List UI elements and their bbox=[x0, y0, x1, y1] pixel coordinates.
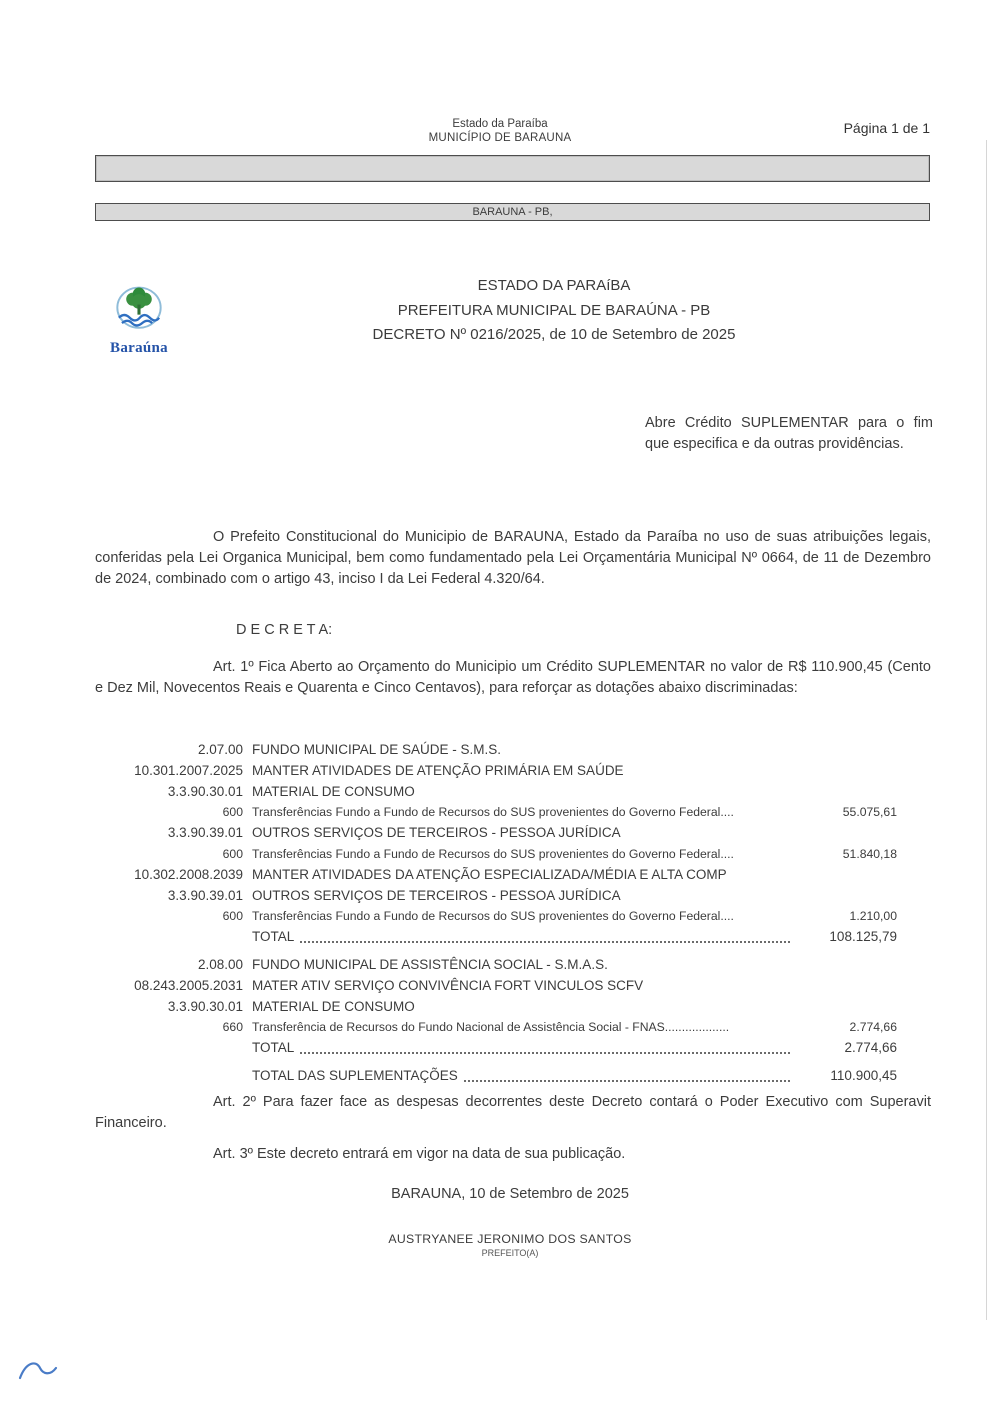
budget-description: OUTROS SERVIÇOS DE TERCEIROS - PESSOA JURÍDICA bbox=[252, 887, 621, 903]
signature-role: PREFEITO(A) bbox=[481, 1248, 539, 1258]
budget-code: 10.301.2007.2025 bbox=[134, 762, 243, 778]
budget-description: Transferências Fundo a Fundo de Recursos do SUS provenientes do Governo Federal.... bbox=[252, 909, 734, 924]
budget-description: Transferências Fundo a Fundo de Recursos do SUS provenientes do Governo Federal.... bbox=[252, 846, 734, 861]
scan-edge-line bbox=[986, 140, 987, 1320]
budget-code: 3.3.90.30.01 bbox=[167, 783, 243, 799]
budget-code: 600 bbox=[222, 846, 243, 861]
budget-description: Transferência de Recursos do Fundo Nacional de Assistência Social - FNAS................... bbox=[252, 1020, 730, 1035]
budget-description: FUNDO MUNICIPAL DE ASSISTÊNCIA SOCIAL - S.M.A.S. bbox=[252, 956, 608, 972]
budget-description: MANTER ATIVIDADES DE ATENÇÃO PRIMÁRIA EM SAÚDE bbox=[252, 762, 624, 778]
logo-caption: Baraúna bbox=[110, 340, 168, 356]
article-2: Art. 2º Para fazer face as despesas decorrentes deste Decreto contará o Poder Executivo com Superavit Financeiro. bbox=[95, 1094, 931, 1131]
title-prefecture: PREFEITURA MUNICIPAL DE BARAÚNA - PB bbox=[397, 301, 711, 319]
budget-amount: 2.774,66 bbox=[849, 1020, 897, 1035]
header-state-line: Estado da Paraíba bbox=[452, 118, 548, 130]
budget-code: 08.243.2005.2031 bbox=[134, 977, 243, 993]
budget-description: TOTAL bbox=[252, 1040, 295, 1056]
budget-amount: 55.075,61 bbox=[842, 805, 897, 820]
title-state: ESTADO DA PARAíBA bbox=[477, 277, 631, 294]
budget-code: 2.08.00 bbox=[197, 956, 243, 972]
signature-block bbox=[110, 1232, 910, 1258]
budget-row bbox=[95, 865, 897, 886]
budget-description: MATERIAL DE CONSUMO bbox=[252, 998, 415, 1014]
dot-leader bbox=[300, 941, 790, 943]
budget-table bbox=[95, 740, 897, 1087]
budget-description: FUNDO MUNICIPAL DE SAÚDE - S.M.S. bbox=[252, 742, 502, 757]
budget-total-row bbox=[95, 1038, 897, 1059]
budget-description: MANTER ATIVIDADES DA ATENÇÃO ESPECIALIZADA/MÉDIA E ALTA COMP bbox=[252, 866, 727, 882]
article-1: Art. 1º Fica Aberto ao Orçamento do Municipio um Crédito SUPLEMENTAR no valor de R$ 110.900,45 (Cento e Dez Mil, Novecentos Reais e Quarenta e Cinco Centavos), para reforçar as dotações abaixo discriminadas: bbox=[95, 659, 931, 696]
budget-code: 600 bbox=[222, 805, 243, 820]
budget-description: MATER ATIV SERVIÇO CONVIVÊNCIA FORT VINCULOS SCFV bbox=[252, 977, 644, 993]
location-box: BARAUNA - PB, bbox=[95, 203, 930, 221]
banner-box bbox=[95, 155, 930, 182]
budget-code: 2.07.00 bbox=[197, 742, 243, 757]
budget-row bbox=[95, 802, 897, 823]
page-number: Página 1 de 1 bbox=[843, 120, 930, 136]
budget-code: 660 bbox=[222, 1020, 243, 1035]
budget-amount: 2.774,66 bbox=[844, 1040, 897, 1056]
budget-code: 600 bbox=[222, 909, 243, 924]
budget-row bbox=[95, 844, 897, 865]
article-3: Art. 3º Este decreto entrará em vigor na data de sua publicação. bbox=[213, 1146, 626, 1162]
budget-row bbox=[95, 823, 897, 844]
budget-row bbox=[95, 740, 897, 761]
budget-row bbox=[95, 976, 897, 997]
budget-row bbox=[95, 1017, 897, 1038]
dot-leader bbox=[464, 1080, 790, 1082]
budget-row bbox=[95, 782, 897, 803]
budget-description: Transferências Fundo a Fundo de Recursos do SUS provenientes do Governo Federal.... bbox=[252, 805, 734, 820]
dot-leader bbox=[300, 1052, 790, 1054]
budget-amount: 1.210,00 bbox=[849, 909, 897, 924]
date-line: BARAUNA, 10 de Setembro de 2025 bbox=[391, 1186, 629, 1202]
decreta-heading: D E C R E T A: bbox=[236, 622, 333, 638]
budget-amount: 110.900,45 bbox=[830, 1067, 897, 1083]
budget-description: OUTROS SERVIÇOS DE TERCEIROS - PESSOA JURÍDICA bbox=[252, 825, 621, 841]
budget-description: TOTAL bbox=[252, 929, 295, 945]
header-municipality-line: MUNICÍPIO DE BARAUNA bbox=[428, 132, 572, 144]
budget-code: 10.302.2008.2039 bbox=[134, 866, 243, 882]
budget-row bbox=[95, 906, 897, 927]
title-block bbox=[154, 274, 954, 348]
pen-mark-icon bbox=[16, 1356, 60, 1386]
budget-code: 3.3.90.39.01 bbox=[167, 825, 243, 841]
budget-total-row bbox=[95, 927, 897, 948]
budget-description: TOTAL DAS SUPLEMENTAÇÕES bbox=[252, 1067, 458, 1083]
budget-amount: 51.840,18 bbox=[842, 846, 897, 861]
budget-row bbox=[95, 955, 897, 976]
signature-name: AUSTRYANEE JERONIMO DOS SANTOS bbox=[388, 1232, 632, 1246]
budget-row bbox=[95, 761, 897, 782]
title-decree-number: DECRETO Nº 0216/2025, de 10 de Setembro de 2025 bbox=[372, 326, 736, 343]
decree-summary: Abre Crédito SUPLEMENTAR para o fim que especifica e da outras providências. bbox=[645, 415, 933, 452]
budget-code: 3.3.90.39.01 bbox=[167, 887, 243, 903]
budget-grand-total-row bbox=[95, 1066, 897, 1087]
budget-description: MATERIAL DE CONSUMO bbox=[252, 783, 415, 799]
budget-amount: 108.125,79 bbox=[829, 929, 897, 945]
budget-row bbox=[95, 886, 897, 907]
budget-code: 3.3.90.30.01 bbox=[167, 998, 243, 1014]
preamble-paragraph: O Prefeito Constitucional do Municipio de BARAUNA, Estado da Paraíba no uso de suas atribuições legais, conferidas pela Lei Organica Municipal, bem como fundamentado pela Lei Orçamentária Municipal Nº 0664, de 11 de Dezembro de 2024, combinado com o artigo 43, inciso I da Lei Federal 4.320/64. bbox=[95, 529, 931, 587]
budget-row bbox=[95, 997, 897, 1018]
